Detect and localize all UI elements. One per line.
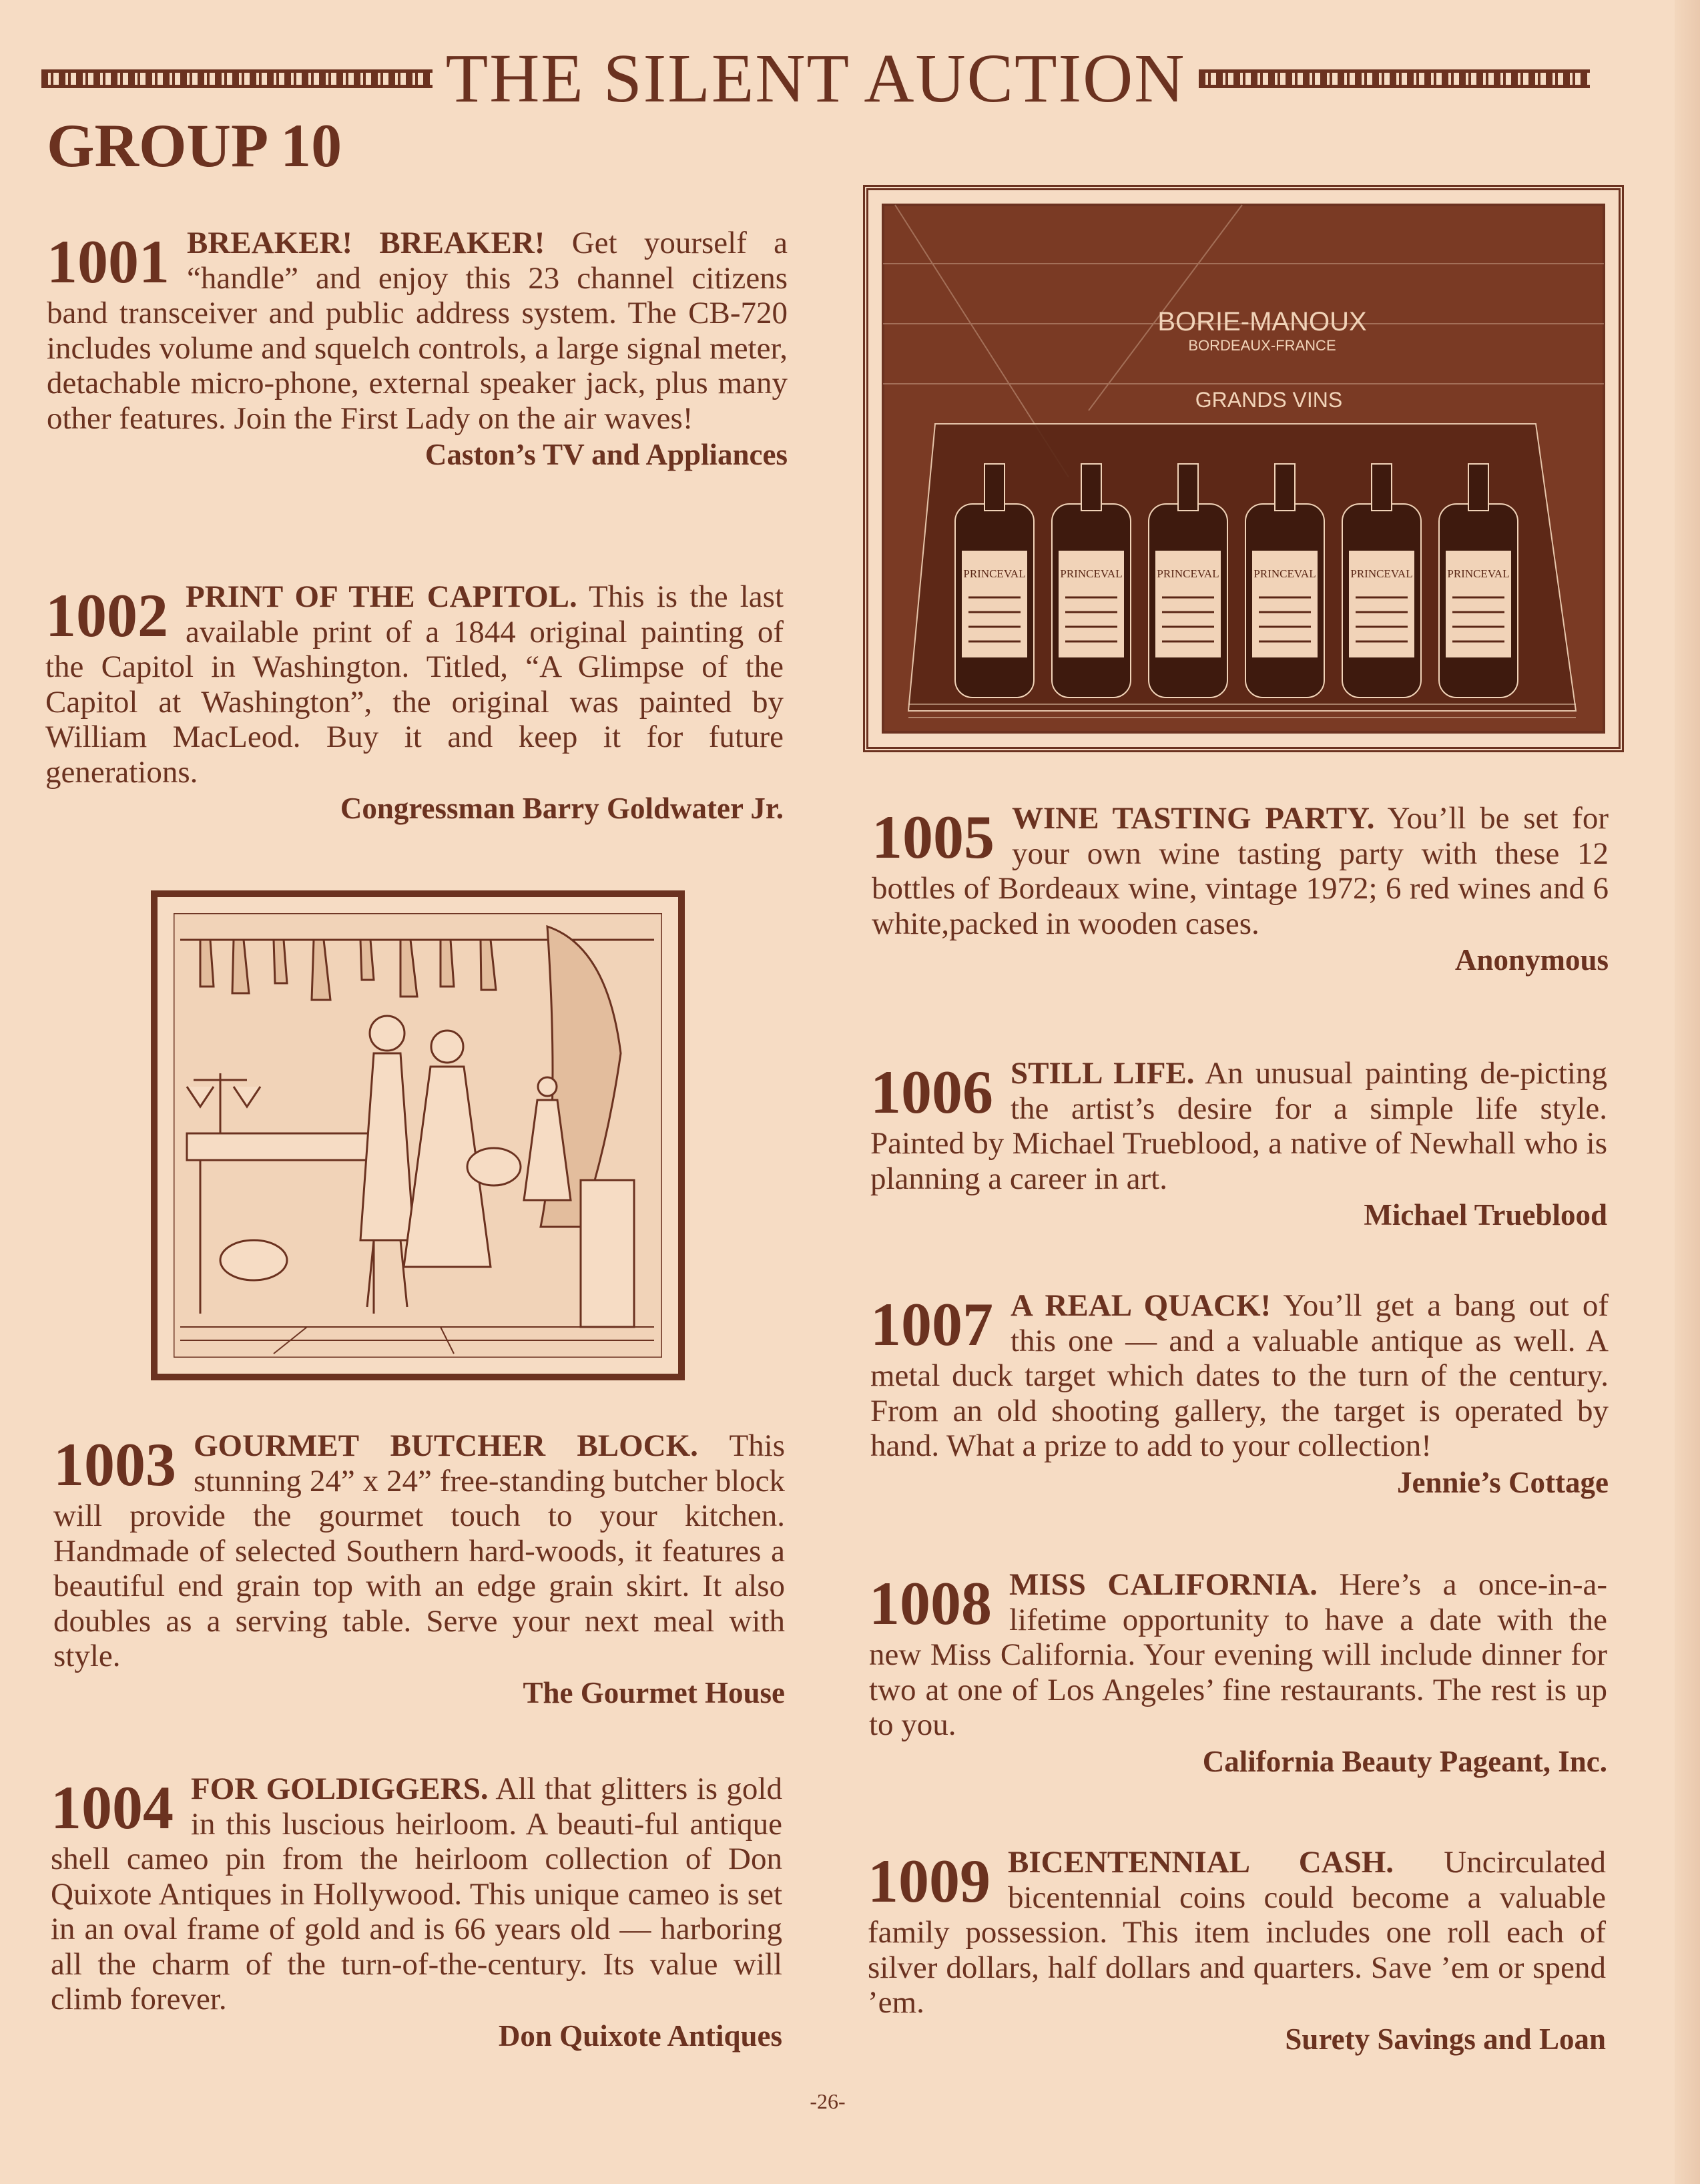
page-title: THE SILENT AUCTION: [445, 40, 1186, 117]
auction-item-1008: [869, 1567, 1607, 1779]
crate-grands-vins-text: GRANDS VINS: [1195, 388, 1343, 412]
item-title: A REAL QUACK!: [1011, 1288, 1271, 1323]
item-number: 1008: [869, 1569, 992, 1637]
decorative-border-right: [1199, 69, 1590, 88]
auction-item-1002: [45, 579, 784, 826]
bottle-label-text: PRINCEVAL: [963, 567, 1026, 580]
item-donor: Anonymous: [1454, 943, 1609, 977]
butcher-engraving: [174, 913, 662, 1358]
auction-item-1007: [870, 1288, 1609, 1500]
item-donor: Jennie’s Cottage: [1396, 1465, 1609, 1499]
item-number: 1002: [45, 581, 168, 649]
item-number: 1003: [53, 1430, 176, 1498]
auction-item-1009: [868, 1845, 1606, 2057]
wine-photo: [868, 190, 1619, 747]
page-header: [41, 39, 1590, 119]
item-number: 1001: [47, 228, 170, 296]
bottle-label-text: PRINCEVAL: [1350, 567, 1413, 580]
page-edge: [1675, 0, 1700, 2184]
auction-item-1005: [872, 801, 1609, 978]
auction-item-1004: [51, 1771, 782, 2053]
bottle-label-text: PRINCEVAL: [1060, 567, 1123, 580]
item-donor: Caston’s TV and Appliances: [424, 438, 788, 471]
decorative-border-left: [41, 69, 433, 88]
item-donor: Michael Trueblood: [1364, 1198, 1607, 1232]
item-description: Uncirculated bicentennial coins could become a valuable family possession. This item includes one roll each of silver dollars, half dollars and quarters. Save ’em or spend ’em.: [868, 1845, 1606, 2020]
item-number: 1005: [872, 803, 995, 871]
item-donor: Congressman Barry Goldwater Jr.: [340, 792, 784, 825]
auction-item-1006: [870, 1056, 1607, 1233]
bottle-label-text: PRINCEVAL: [1157, 567, 1219, 580]
item-description: All that glitters is gold in this luscious heirloom. A beauti-ful antique shell cameo pin from the heirloom collection of Don Quixote Antiques in Hollywood. This unique cameo is set in an oval frame of gold and is 66 years old — harboring all the charm of the turn-of-the-century. Its value will climb forever.: [51, 1771, 782, 2016]
item-number: 1009: [868, 1847, 990, 1915]
item-title: STILL LIFE.: [1011, 1056, 1195, 1091]
item-title: BICENTENNIAL CASH.: [1008, 1845, 1394, 1880]
item-title: PRINT OF THE CAPITOL.: [186, 579, 577, 614]
item-description: An unusual painting de-picting the artist’s desire for a simple life style. Painted by Michael Trueblood, a native of Newhall who is planning a career in art.: [870, 1056, 1607, 1196]
item-description: Get yourself a “handle” and enjoy this 23 channel citizens band transceiver and public address system. The CB-720 includes volume and squelch controls, a large signal meter, detachable micro-phone, external speaker jack, plus many other features. Join the First Lady on the air waves!: [47, 226, 788, 436]
item-donor: The Gourmet House: [523, 1675, 785, 1709]
crate-brand-text: BORIE-MANOUX: [1157, 307, 1367, 336]
item-title: WINE TASTING PARTY.: [1012, 801, 1375, 836]
item-description: You’ll get a bang out of this one — and a valuable antique as well. A metal duck target which dates to the turn of the century. From an old shooting gallery, the target is operated by hand. What a prize to add to your collection!: [870, 1288, 1609, 1463]
bottle-label-text: PRINCEVAL: [1253, 567, 1316, 580]
item-title: FOR GOLDIGGERS.: [191, 1771, 489, 1806]
item-donor: Surety Savings and Loan: [1285, 2022, 1606, 2056]
butcher-shop-illustration: [151, 890, 685, 1380]
item-number: 1007: [870, 1290, 993, 1358]
wine-case-illustration: [863, 185, 1624, 752]
item-description: This stunning 24” x 24” free-standing butcher block will provide the gourmet touch to your kitchen. Handmade of selected Southern hard-woods, it features a beautiful end grain top with an edge grain skirt. It also doubles as a serving table. Serve your next meal with style.: [53, 1428, 785, 1673]
item-title: GOURMET BUTCHER BLOCK.: [194, 1428, 698, 1463]
item-title: BREAKER! BREAKER!: [187, 226, 545, 260]
item-donor: Don Quixote Antiques: [498, 2018, 782, 2053]
bottle-label-text: PRINCEVAL: [1447, 567, 1510, 580]
item-description: Here’s a once-in-a-lifetime opportunity to have a date with the new Miss California. Your evening will include dinner for two at one of Los Angeles’ fine restaurants. The rest is up to you.: [869, 1567, 1608, 1742]
item-description: This is the last available print of a 1844 original painting of the Capitol in Washington. Titled, “A Glimpse of the Capitol at Washington”, the original was painted by William MacLeod. Buy it and keep it for future generations.: [45, 579, 784, 790]
crate-origin-text: BORDEAUX-FRANCE: [1188, 337, 1336, 354]
page-number: -26-: [810, 2089, 846, 2113]
item-title: MISS CALIFORNIA.: [1009, 1567, 1318, 1602]
item-number: 1006: [870, 1058, 993, 1126]
auction-item-1001: [47, 226, 788, 473]
item-donor: California Beauty Pageant, Inc.: [1202, 1744, 1607, 1778]
item-number: 1004: [51, 1773, 174, 1842]
group-title: GROUP 10: [47, 111, 342, 180]
item-description: You’ll be set for your own wine tasting party with these 12 bottles of Bordeaux wine, vintage 1972; 6 red wines and 6 white,packed in wooden cases.: [872, 801, 1609, 941]
auction-item-1003: [53, 1428, 785, 1710]
